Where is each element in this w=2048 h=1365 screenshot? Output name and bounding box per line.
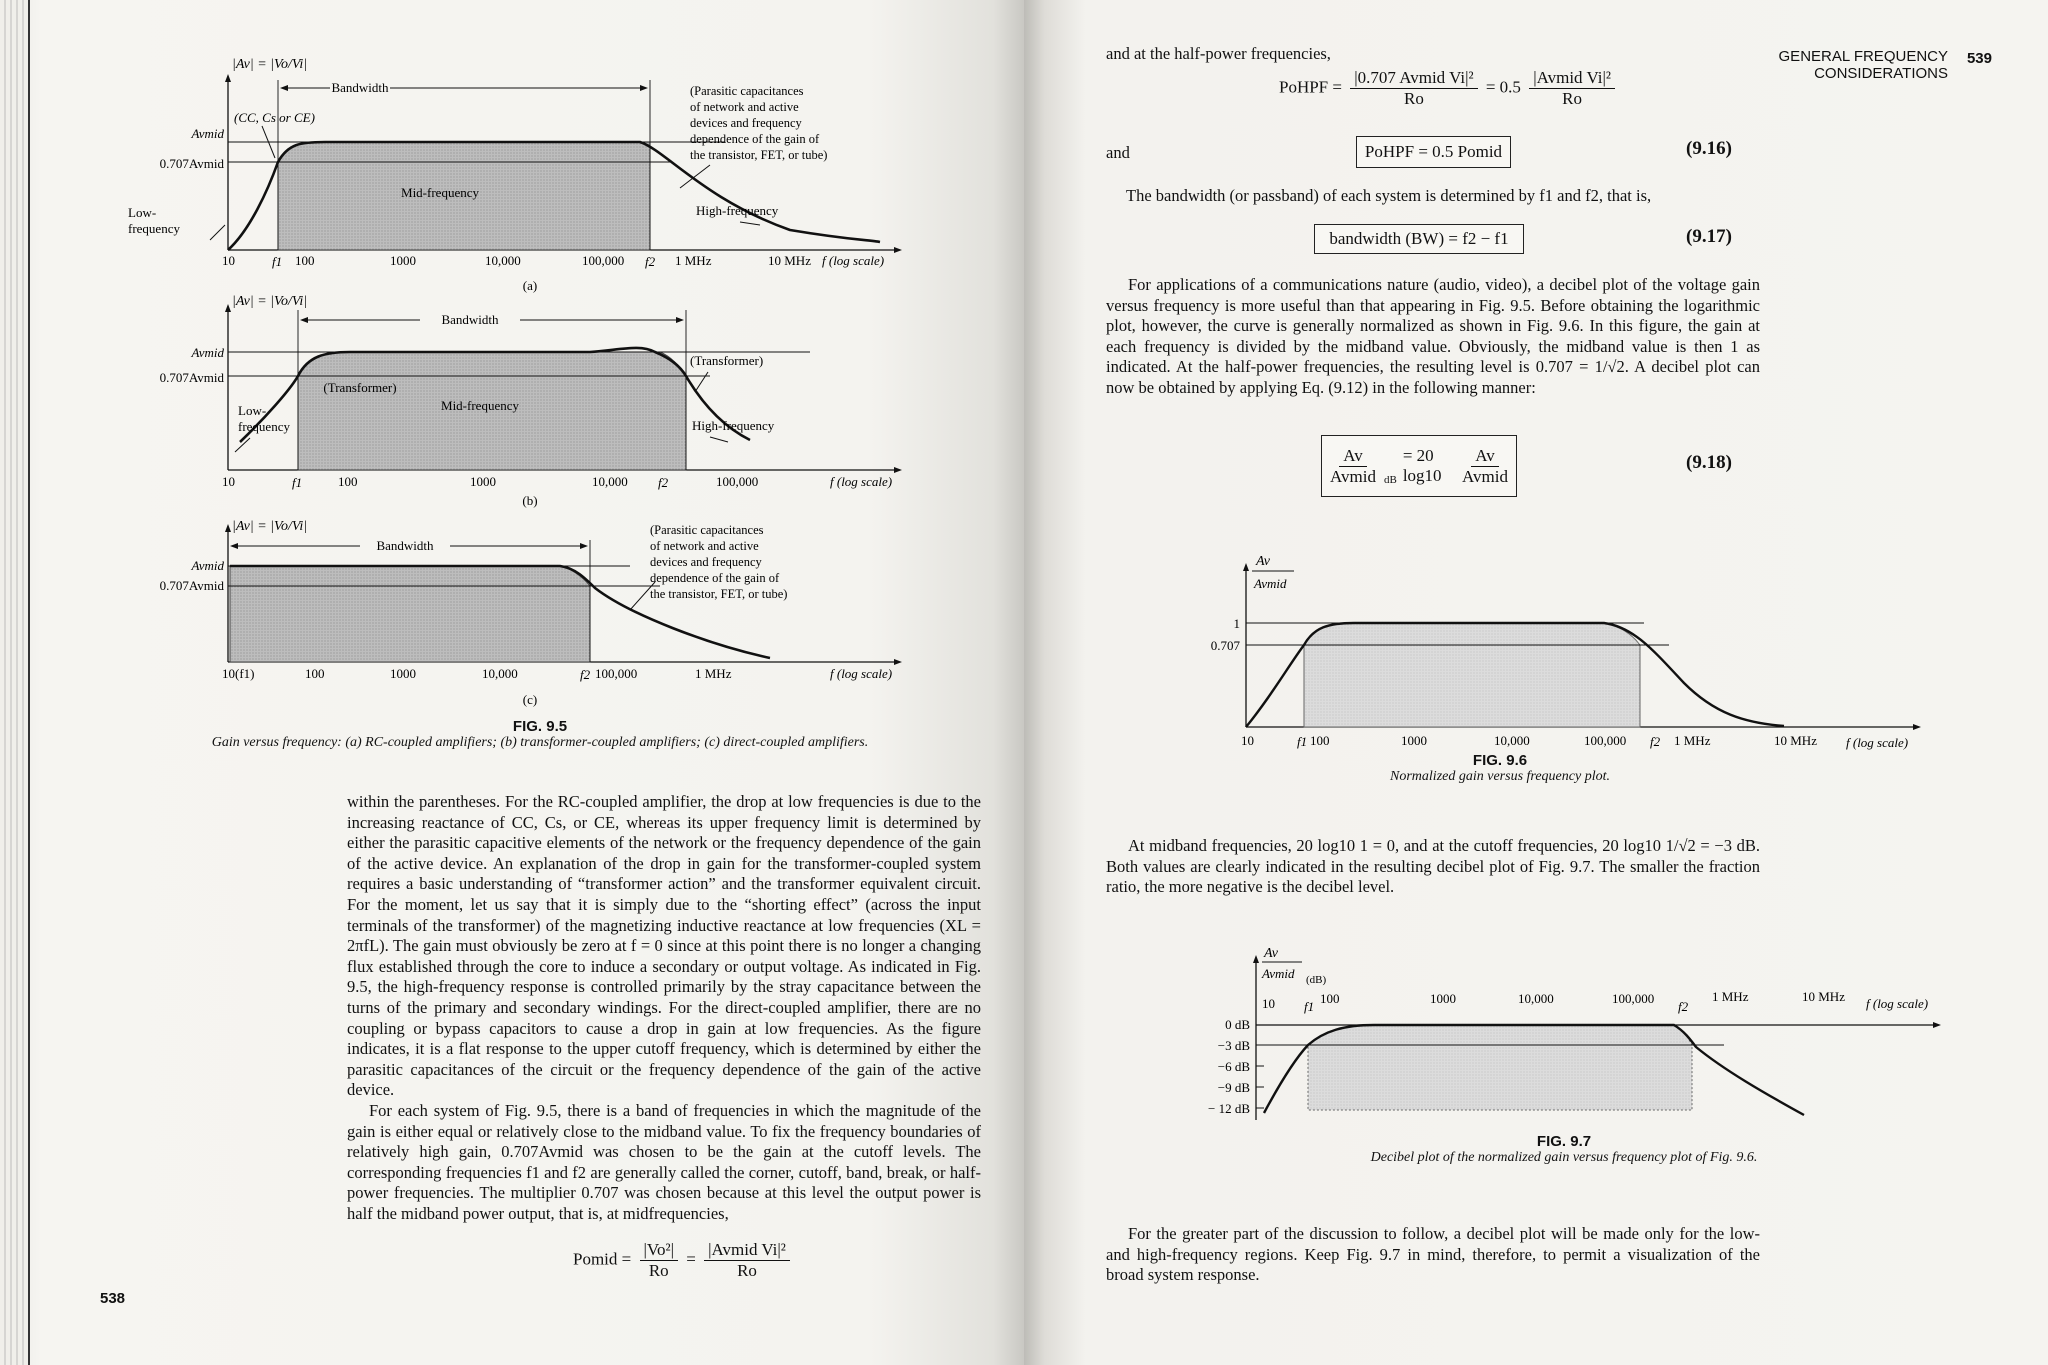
level-0707: 0.707Avmid bbox=[159, 156, 224, 171]
page-number-right: 539 bbox=[1966, 50, 1992, 67]
svg-text:10 MHz: 10 MHz bbox=[1802, 989, 1845, 1004]
svg-text:100,000: 100,000 bbox=[582, 253, 625, 268]
x-ticks-c bbox=[222, 666, 892, 682]
figure-title: FIG. 9.5 bbox=[512, 718, 568, 735]
equation-pomid: Pomid = $\frac{\text{|Vo²|}}{Ro}$ = $\frac{\text{|Avmid Vi|²}}{Ro}$ bbox=[573, 1240, 794, 1281]
svg-text:10 MHz: 10 MHz bbox=[1774, 733, 1817, 748]
paragraph: within the parentheses. For the RC-coupled amplifier, the drop at low frequencies is due to the increasing reactance of CC, Cs, or CE, whereas its upper frequency limit is determined by either the parasitic capacitive elements of the network or the frequency dependence of the gain of the active device. An explanation of the drop in gain for the transformer-coupled system requires a basic understanding of “transformer action” and the transformer equivalent circuit. For the moment, let us say that it is simply due to the “shorting effect” (across the input terminals of the transformer) of the magnetizing inductive reactance at low frequencies (XL = 2πfL). The gain must obviously be zero at f = 0 since at this point there is no longer a changing flux established through the core to induce a secondary or output voltage. As indicated in Fig. 9.5, the high-frequency response is controlled primarily by the stray capacitance between the turns of the primary and secondary windings. For the direct-coupled amplifier, there are no coupling or bypass capacitors to cause a drop in gain at low frequencies. As the figure indicates, it is a flat response to the upper cutoff frequency, which is determined by either the parasitic capacitances of the circuit or the frequency dependence of the gain of the active device. bbox=[347, 792, 981, 1100]
bandwidth-label: Bandwidth bbox=[331, 80, 389, 95]
svg-text:10: 10 bbox=[1241, 733, 1254, 748]
svg-text:f (log scale): f (log scale) bbox=[830, 666, 893, 681]
svg-text:0.707Avmid: 0.707Avmid bbox=[159, 370, 224, 385]
page-number-left: 538 bbox=[100, 1290, 126, 1307]
svg-text:1000: 1000 bbox=[470, 474, 496, 489]
svg-text:f1: f1 bbox=[1297, 734, 1308, 749]
svg-text:100,000: 100,000 bbox=[1612, 991, 1655, 1006]
fig-9-5c-plot bbox=[150, 520, 910, 720]
right-body-3 bbox=[1106, 1224, 1760, 1286]
subfig-tag-a: (a) bbox=[522, 278, 538, 293]
svg-text:1 MHz: 1 MHz bbox=[695, 666, 732, 681]
svg-text:100: 100 bbox=[1320, 991, 1340, 1006]
fig-9-5-caption bbox=[160, 718, 920, 751]
svg-text:f (log scale): f (log scale) bbox=[1846, 735, 1909, 750]
right-page bbox=[1024, 0, 2048, 1365]
svg-text:(Parasitic capacitances: (Parasitic capacitances bbox=[650, 523, 764, 537]
svg-text:(Transformer): (Transformer) bbox=[323, 380, 397, 395]
svg-text:1000: 1000 bbox=[390, 253, 416, 268]
svg-text:Avmid: Avmid bbox=[1262, 966, 1295, 981]
svg-text:f2: f2 bbox=[658, 475, 669, 490]
svg-text:dependence of the gain of: dependence of the gain of bbox=[650, 571, 780, 585]
equation-number-9-17: (9.17) bbox=[1686, 226, 1732, 247]
fig-9-7 bbox=[1184, 945, 1944, 1125]
fig-9-5b-plot bbox=[150, 294, 910, 508]
paragraph: For each system of Fig. 9.5, there is a band of frequencies in which the magnitude of the gain is either equal or relatively close to the midband value. To fix the frequency boundaries of relatively high gain, 0.707Avmid was chosen to be the gain at the cutoff levels. The corresponding frequencies f1 and f2 are generally called the corner, cutoff, band, break, or half-power frequencies. The multiplier 0.707 was chosen because at this level the output power is half the midband power output, that is, at midfrequencies, bbox=[347, 1100, 981, 1223]
svg-text:10,000: 10,000 bbox=[1494, 733, 1530, 748]
svg-text:Avmid: Avmid bbox=[191, 558, 224, 573]
y-axis-label: |Av| = |Vo/Vi| bbox=[232, 57, 308, 72]
svg-text:1 MHz: 1 MHz bbox=[1712, 989, 1749, 1004]
fig-9-6-caption: FIG. 9.6 Normalized gain versus frequency plot. bbox=[1390, 752, 1610, 784]
left-body bbox=[347, 792, 981, 1224]
svg-text:10,000: 10,000 bbox=[1518, 991, 1554, 1006]
paragraph: At midband frequencies, 20 log10 1 = 0, and at the cutoff frequencies, 20 log10 1/√2 = −3 dB. Both values are clearly indicated in the resulting decibel plot of Fig. 9.7. The smaller the fraction ratio, the more negative is the decibel level. bbox=[1106, 836, 1760, 897]
svg-text:10: 10 bbox=[222, 253, 235, 268]
svg-text:(Transformer): (Transformer) bbox=[690, 353, 764, 368]
svg-text:frequency: frequency bbox=[128, 221, 180, 236]
y-axis-label-den: Avmid bbox=[1254, 576, 1287, 591]
svg-text:Mid-frequency: Mid-frequency bbox=[441, 398, 519, 413]
svg-text:f (log scale): f (log scale) bbox=[1866, 996, 1929, 1011]
x-ticks-96 bbox=[1241, 733, 1908, 750]
svg-text:the transistor, FET, or tube): the transistor, FET, or tube) bbox=[650, 587, 788, 601]
svg-text:f1: f1 bbox=[272, 254, 283, 269]
svg-text:−9 dB: −9 dB bbox=[1217, 1080, 1250, 1095]
svg-text:−6 dB: −6 dB bbox=[1217, 1059, 1250, 1074]
svg-text:1: 1 bbox=[1233, 616, 1240, 631]
svg-text:(b): (b) bbox=[522, 493, 538, 508]
and-word: and bbox=[1106, 143, 1130, 162]
svg-text:10,000: 10,000 bbox=[592, 474, 628, 489]
equation-hpf: PoHPF = $\frac{\text{|0.707 Avmid Vi|²}}{Ro}$ = 0.5 $\frac{\text{|Avmid Vi|²}}{Ro}$ bbox=[1279, 68, 1619, 109]
svg-text:10,000: 10,000 bbox=[482, 666, 518, 681]
svg-text:the transistor, FET, or tube): the transistor, FET, or tube) bbox=[690, 148, 828, 162]
equation-9-17: bandwidth (BW) = f2 − f1 bbox=[1314, 224, 1524, 254]
svg-text:Av: Av bbox=[1264, 946, 1278, 961]
svg-text:f2: f2 bbox=[1650, 734, 1661, 749]
x-ticks-b bbox=[222, 474, 892, 490]
svg-text:100,000: 100,000 bbox=[1584, 733, 1627, 748]
bandwidth-sentence: The bandwidth (or passband) of each system is determined by f1 and f2, that is, bbox=[1126, 186, 1652, 205]
svg-text:1 MHz: 1 MHz bbox=[1674, 733, 1711, 748]
svg-text:10(f1): 10(f1) bbox=[222, 666, 255, 681]
right-body-1 bbox=[1106, 275, 1760, 399]
svg-text:dependence of the gain of: dependence of the gain of bbox=[690, 132, 820, 146]
y-axis-label-num: Av bbox=[1256, 554, 1270, 569]
svg-text:f1: f1 bbox=[292, 475, 303, 490]
equation-9-18: $\frac{Av}{\text{Avmid}}$ $_{dB}$ = 20 log10 $\frac{Av}{\text{Avmid}}$ bbox=[1321, 435, 1517, 497]
svg-text:1000: 1000 bbox=[390, 666, 416, 681]
svg-text:1 MHz: 1 MHz bbox=[675, 253, 712, 268]
svg-text:|Av| = |Vo/Vi|: |Av| = |Vo/Vi| bbox=[232, 294, 308, 309]
svg-text:f2: f2 bbox=[645, 254, 656, 269]
svg-text:(dB): (dB) bbox=[1306, 974, 1327, 986]
svg-text:10: 10 bbox=[1262, 996, 1275, 1011]
x-ticks-97 bbox=[1262, 989, 1928, 1014]
fig-9-5a bbox=[128, 50, 910, 293]
equation-9-16: PoHPF = 0.5 Pomid bbox=[1356, 136, 1511, 168]
svg-text:Bandwidth: Bandwidth bbox=[441, 312, 499, 327]
svg-text:Low-: Low- bbox=[238, 403, 267, 418]
paragraph: For the greater part of the discussion to follow, a decibel plot will be made only for the low- and high-frequency regions. Keep Fig. 9.7 in mind, therefore, to permit a visualization of the broad system response. bbox=[1106, 1224, 1760, 1285]
right-body-2 bbox=[1106, 836, 1760, 898]
svg-text:f2: f2 bbox=[1678, 999, 1689, 1014]
equation-number-9-18: (9.18) bbox=[1686, 452, 1732, 473]
svg-text:f2: f2 bbox=[580, 667, 591, 682]
svg-text:0.707Avmid: 0.707Avmid bbox=[159, 578, 224, 593]
level-avmid: Avmid bbox=[191, 126, 224, 141]
fig-9-5a-plot bbox=[128, 50, 910, 293]
paragraph: For applications of a communications nature (audio, video), a decibel plot of the voltage gain versus frequency is more useful than that appearing in Fig. 9.5. Before obtaining the logarithmic plot, however, the curve is generally normalized as shown in Fig. 9.6. In this figure, the gain at each frequency is divided by the midband value. Obviously, the midband value is then 1 as indicated. At the half-power frequencies, the resulting level is 0.707 = 1/√2. A decibel plot can now be obtained by applying Eq. (9.12) in the following manner: bbox=[1106, 275, 1760, 397]
fig-9-6 bbox=[1164, 555, 1924, 755]
svg-text:frequency: frequency bbox=[238, 419, 290, 434]
svg-text:of network and active: of network and active bbox=[650, 539, 759, 553]
svg-text:− 12 dB: − 12 dB bbox=[1207, 1101, 1250, 1116]
fig-9-7-caption: FIG. 9.7 Decibel plot of the normalized gain versus frequency plot of Fig. 9.6. bbox=[1370, 1133, 1758, 1165]
svg-text:Avmid: Avmid bbox=[191, 345, 224, 360]
fig-9-6-plot bbox=[1164, 555, 1924, 755]
fig-9-5b bbox=[150, 294, 910, 508]
svg-text:devices and frequency: devices and frequency bbox=[650, 555, 762, 569]
fig-9-5c bbox=[150, 520, 910, 720]
x-ticks-a bbox=[222, 253, 884, 269]
svg-text:High-frequency: High-frequency bbox=[692, 418, 775, 433]
svg-text:of network and active: of network and active bbox=[690, 100, 799, 114]
svg-text:f1: f1 bbox=[1304, 999, 1315, 1014]
low-frequency-label: Low- bbox=[128, 205, 157, 220]
figure-caption: Gain versus frequency: (a) RC-coupled amplifiers; (b) transformer-coupled amplifiers; (c) direct-coupled amplifiers. bbox=[211, 735, 869, 750]
mid-frequency-label: Mid-frequency bbox=[401, 185, 479, 200]
svg-text:−3 dB: −3 dB bbox=[1217, 1038, 1250, 1053]
svg-text:0.707: 0.707 bbox=[1210, 638, 1240, 653]
svg-text:1000: 1000 bbox=[1430, 991, 1456, 1006]
high-frequency-label: High-frequency bbox=[696, 203, 779, 218]
svg-text:10,000: 10,000 bbox=[485, 253, 521, 268]
svg-text:f (log scale): f (log scale) bbox=[822, 253, 885, 268]
equation-number-9-16: (9.16) bbox=[1686, 138, 1732, 159]
svg-text:|Av| = |Vo/Vi|: |Av| = |Vo/Vi| bbox=[232, 519, 308, 534]
svg-text:1000: 1000 bbox=[1401, 733, 1427, 748]
parasitic-note: (Parasitic capacitances bbox=[690, 84, 804, 98]
intro-line: and at the half-power frequencies, bbox=[1106, 44, 1331, 63]
svg-text:100,000: 100,000 bbox=[595, 666, 638, 681]
svg-text:100: 100 bbox=[305, 666, 325, 681]
svg-text:(c): (c) bbox=[522, 692, 538, 707]
svg-text:10 MHz: 10 MHz bbox=[768, 253, 811, 268]
svg-text:0 dB: 0 dB bbox=[1225, 1017, 1250, 1032]
svg-text:100: 100 bbox=[338, 474, 358, 489]
svg-text:100: 100 bbox=[1310, 733, 1330, 748]
book-binding-edge bbox=[0, 0, 30, 1365]
svg-text:10: 10 bbox=[222, 474, 235, 489]
svg-text:f (log scale): f (log scale) bbox=[830, 474, 893, 489]
fig-9-7-plot bbox=[1184, 945, 1944, 1125]
svg-text:devices and frequency: devices and frequency bbox=[690, 116, 802, 130]
running-header: GENERAL FREQUENCY CONSIDERATIONS bbox=[1778, 48, 1948, 82]
svg-text:100: 100 bbox=[295, 253, 315, 268]
svg-text:Bandwidth: Bandwidth bbox=[376, 538, 434, 553]
svg-text:100,000: 100,000 bbox=[716, 474, 759, 489]
cc-label: (CC, Cs or CE) bbox=[234, 110, 315, 125]
